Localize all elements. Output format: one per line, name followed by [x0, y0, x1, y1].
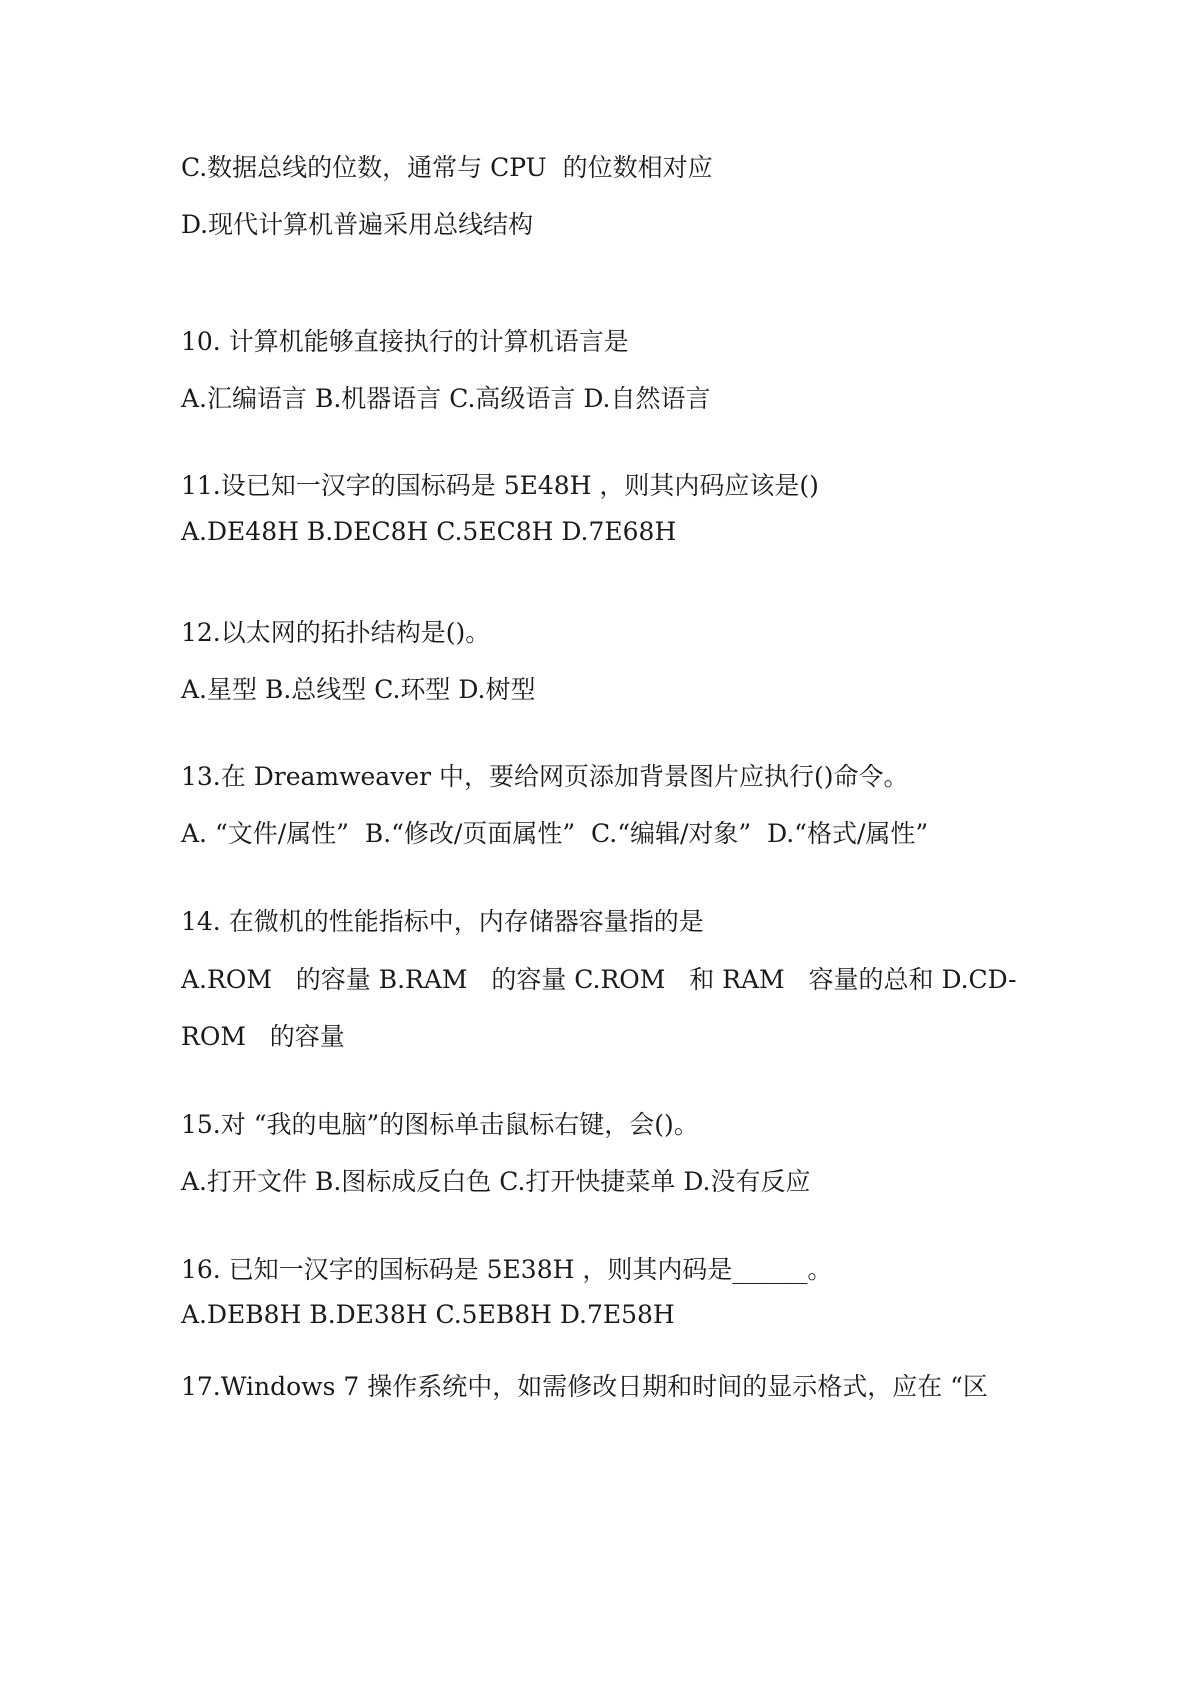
options-12: A.星型 B.总线型 C.环型 D.树型 — [181, 675, 536, 704]
options-11: A.DE48H B.DEC8H C.5EC8H D.7E68H — [181, 517, 677, 546]
options-10: A.汇编语言 B.机器语言 C.高级语言 D.自然语言 — [181, 384, 711, 413]
question-12: 12.以太网的拓扑结构是()。 — [181, 618, 491, 647]
options-14-continued: ROM 的容量 — [181, 1022, 345, 1051]
question-16: 16. 已知一汉字的国标码是 5E38H ，则其内码是______。 — [181, 1255, 833, 1284]
question-15: 15.对 “我的电脑”的图标单击鼠标右键，会()。 — [181, 1110, 699, 1139]
question-11: 11.设已知一汉字的国标码是 5E48H ，则其内码应该是() — [181, 471, 819, 500]
options-15: A.打开文件 B.图标成反白色 C.打开快捷菜单 D.没有反应 — [181, 1167, 811, 1196]
options-13: A. “文件/属性” B.“修改/页面属性” C.“编辑/对象” D.“格式/属性” — [181, 819, 929, 848]
question-13: 13.在 Dreamweaver 中，要给网页添加背景图片应执行()命令。 — [181, 762, 909, 791]
option-9c: C.数据总线的位数，通常与 CPU 的位数相对应 — [181, 153, 713, 182]
question-14: 14. 在微机的性能指标中，内存储器容量指的是 — [181, 907, 704, 936]
options-16: A.DEB8H B.DE38H C.5EB8H D.7E58H — [181, 1300, 675, 1329]
options-14: A.ROM 的容量 B.RAM 的容量 C.ROM 和 RAM 容量的总和 D.CD- — [181, 965, 1017, 994]
question-10: 10. 计算机能够直接执行的计算机语言是 — [181, 327, 629, 356]
option-9d: D.现代计算机普遍采用总线结构 — [181, 210, 534, 239]
question-17: 17.Windows 7 操作系统中，如需修改日期和时间的显示格式，应在 “区 — [181, 1372, 988, 1401]
